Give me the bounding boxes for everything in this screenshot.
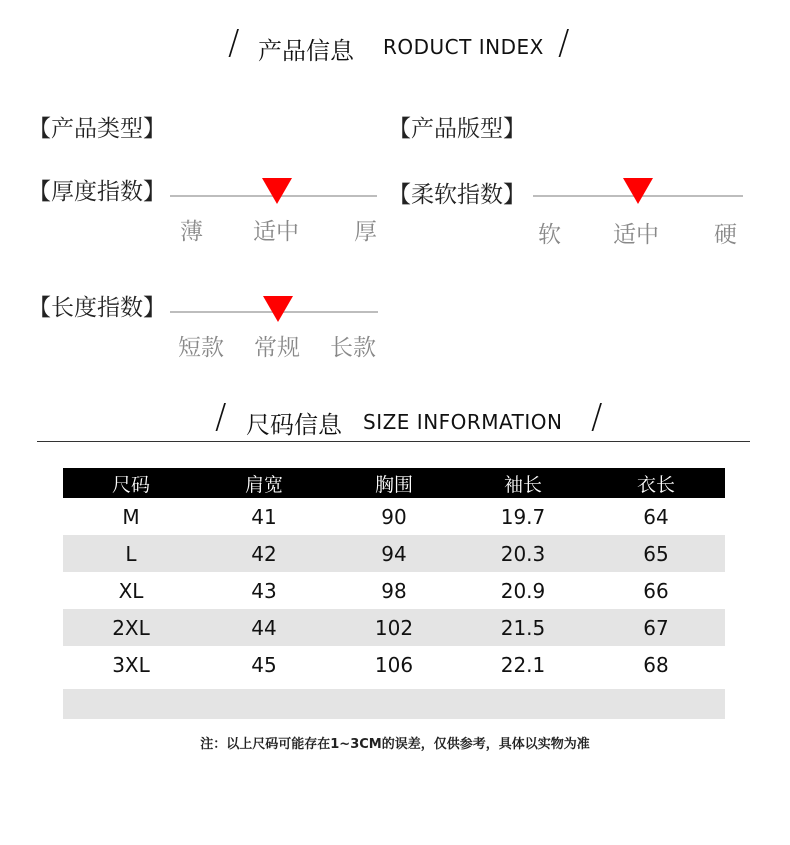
cell-sleeve: 22.1 xyxy=(500,652,546,677)
length-marker xyxy=(263,296,293,322)
product-info-title: 产品信息 xyxy=(258,37,354,65)
table-row xyxy=(63,646,725,683)
thickness-option-thin: 薄 xyxy=(180,219,203,245)
cell-shoulder: 43 xyxy=(251,578,277,603)
thickness-label: 【厚度指数】 xyxy=(28,179,166,205)
thickness-option-thick: 厚 xyxy=(354,219,377,245)
product-category-label: 【产品类型】 xyxy=(28,116,166,142)
cell-size: XL xyxy=(118,578,144,603)
size-note: 注：以上尺码可能存在1~3CM的误差，仅供参考，具体以实物为准 xyxy=(200,737,590,752)
softness-label: 【柔软指数】 xyxy=(388,182,526,208)
cell-chest: 90 xyxy=(381,504,407,529)
size-table-header xyxy=(63,468,725,498)
header-length: 衣长 xyxy=(587,468,725,498)
cell-chest: 102 xyxy=(329,609,459,646)
cell-shoulder: 42 xyxy=(199,535,329,572)
cell-shoulder: 41 xyxy=(251,504,277,529)
cell-sleeve: 21.5 xyxy=(459,609,587,646)
thickness-option-medium: 适中 xyxy=(253,219,299,245)
cell-size: 2XL xyxy=(63,609,199,646)
size-table xyxy=(63,468,725,683)
cell-chest: 106 xyxy=(374,652,414,677)
cell-chest: 98 xyxy=(381,578,407,603)
header-chest: 胸围 xyxy=(329,468,459,498)
length-option-short: 短款 xyxy=(178,335,224,361)
length-option-regular: 常规 xyxy=(254,335,300,361)
cell-chest: 94 xyxy=(329,535,459,572)
size-info-title: 尺码信息 xyxy=(246,411,342,439)
table-row xyxy=(63,535,725,572)
table-row xyxy=(63,498,725,535)
softness-option-medium: 适中 xyxy=(613,222,659,248)
softness-option-hard: 硬 xyxy=(714,222,737,248)
cell-length: 67 xyxy=(587,609,725,646)
cell-length: 64 xyxy=(643,504,669,529)
length-option-long: 长款 xyxy=(330,335,376,361)
cell-size: M xyxy=(122,504,140,529)
title-slash-left: / xyxy=(228,23,240,63)
section-divider xyxy=(37,441,750,442)
product-info-title-en: RODUCT INDEX xyxy=(383,35,544,59)
header-shoulder: 肩宽 xyxy=(199,468,329,498)
title-slash-right: / xyxy=(558,23,570,63)
cell-shoulder: 44 xyxy=(199,609,329,646)
softness-option-soft: 软 xyxy=(538,222,561,248)
size-info-title-en: SIZE INFORMATION xyxy=(363,410,563,434)
thickness-marker xyxy=(262,178,292,204)
table-row xyxy=(63,609,725,646)
cell-size: 3XL xyxy=(112,652,150,677)
cell-sleeve: 20.9 xyxy=(500,578,546,603)
size-title-slash-right: / xyxy=(591,397,603,437)
softness-marker xyxy=(623,178,653,204)
header-sleeve: 袖长 xyxy=(459,468,587,498)
cell-size: L xyxy=(63,535,199,572)
header-size: 尺码 xyxy=(63,468,199,498)
cell-sleeve: 20.3 xyxy=(459,535,587,572)
cell-length: 66 xyxy=(643,578,669,603)
length-label: 【长度指数】 xyxy=(28,295,166,321)
product-fit-label: 【产品版型】 xyxy=(388,116,526,142)
table-row xyxy=(63,572,725,609)
cell-sleeve: 19.7 xyxy=(500,504,546,529)
cell-length: 68 xyxy=(643,652,669,677)
table-empty-row xyxy=(63,689,725,719)
cell-length: 65 xyxy=(587,535,725,572)
cell-shoulder: 45 xyxy=(251,652,277,677)
size-title-slash-left: / xyxy=(215,397,227,437)
